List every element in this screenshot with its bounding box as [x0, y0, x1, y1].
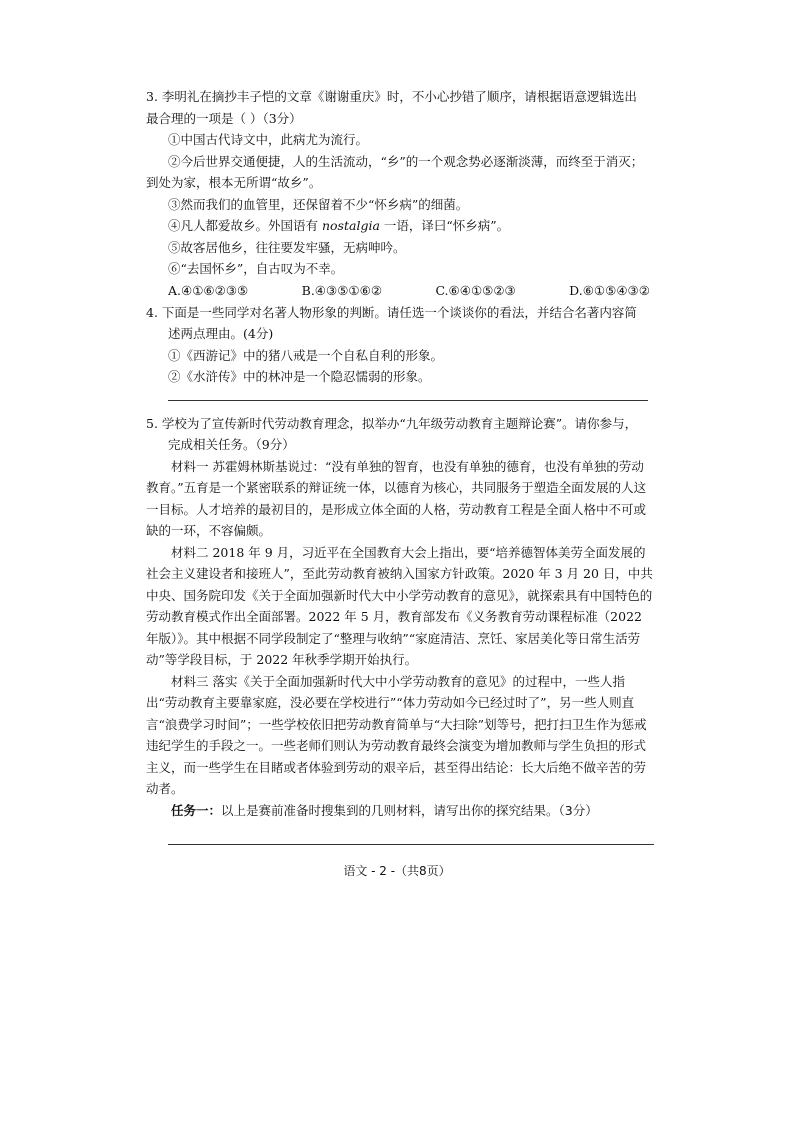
q5-material-2: 材料二 2018 年 9 月，习近平在全国教育大会上指出，要“培养德智体美劳全面发展的社会主义建设者和接班人”，至此劳动教育被纳入国家方针政策。2020 年 3 月 20 日，中共中央、国务院印发《关于全面加强新时代大中小学劳动教育的意见》，就探索具有中国特色的劳动教育模式作出全面部署。2022 年 5 月，教育部发布《义务教育劳动课程标准（2022 年版）》。其中根据不同学段制定了“整理与收纳”“家庭清洁、烹饪、家居美化等日常生活劳动”等学段目标，于 2022 年秋季学期开始执行。 [146, 544, 653, 667]
q4-item-2: ②《水浒传》中的林冲是一个隐忍懦弱的形象。 [168, 369, 431, 384]
q3-item-4-word: nostalgia [321, 218, 380, 233]
q3-item-4-tail: 一语，译曰“怀乡病”。 [379, 218, 510, 233]
q4-stem-line2: 述两点理由。(4分) [168, 326, 274, 341]
q3-options [146, 280, 654, 302]
q3-item-2-cont: 到处为家，根本无所谓“故乡”。 [146, 175, 322, 190]
q3-stem-line2: 最合理的一项是（ ）（3分） [146, 110, 302, 126]
q3-item-1: ①中国古代诗文中，此病尤为流行。 [168, 132, 369, 147]
q3-item-4 [146, 215, 654, 237]
q5-task-1-answer-line[interactable] [168, 844, 654, 845]
q5-stem-line1: 5. 学校为了宣传新时代劳动教育理念，拟举办“九年级劳动教育主题辩论赛”。请你参与， [146, 415, 638, 431]
q3-option-d[interactable]: D.⑥①⑤④③② [569, 282, 650, 298]
q3-option-a[interactable]: A.④①⑥②③⑤ [168, 282, 249, 298]
q3-item-6: ⑥“去国怀乡”，自古叹为不幸。 [168, 261, 344, 276]
q3-stem-line1: 3. 李明礼在摘抄丰子恺的文章《谢谢重庆》时，不小心抄错了顺序，请根据语意逻辑选出 [146, 89, 637, 104]
q4-item-1: ①《西游记》中的猪八戒是一个自私自利的形象。 [168, 347, 444, 363]
q3-option-b[interactable]: B.④③⑤①⑥② [301, 282, 383, 298]
q4-stem-line1: 4. 下面是一些同学对名著人物形象的判断。请任选一个谈谈你的看法，并结合名著内容简 [146, 304, 637, 320]
q5-material-1: 材料一 苏霍姆林斯基说过：“没有单独的智育，也没有单独的德育，也没有单独的劳动教育。”五育是一个紧密联系的辩证统一体，以德育为核心，共同服务于塑造全面发展的人这一目标。人才培养的最初目的，是形成立体全面的人格，劳动教育工程是全面人格中不可或缺的一环，不容偏颇。 [146, 458, 647, 538]
q5-material-3: 材料三 落实《关于全面加强新时代大中小学劳动教育的意见》的过程中，一些人指出“劳动教育主要靠家庭，没必要在学校进行”“体力劳动如今已经过时了”，另一些人则直言“浪费学习时间”；一些学校依旧把劳动教育简单与“大扫除”划等号，把打扫卫生作为惩戒违纪学生的手段之一。一些老师们则认为劳动教育最终会演变为增加教师与学生负担的形式主义，而一些学生在目睹或者体验到劳动的艰辛后，甚至得出结论：长大后绝不做辛苦的劳动者。 [146, 673, 647, 796]
q4-answer-line[interactable] [168, 400, 648, 401]
q5-task-1-label: 任务一： [171, 802, 222, 818]
q3-item-5: ⑤故客居他乡，往往要发牢骚，无病呻吟。 [168, 239, 406, 255]
q3-item-3: ③然而我们的血管里，还保留着不少“怀乡病”的细菌。 [168, 196, 469, 212]
page-content [146, 86, 654, 845]
q3-item-4-head: ④凡人都爱故乡。外国语有 [168, 218, 322, 233]
q5-stem-line2: 完成相关任务。（9分） [168, 437, 295, 452]
q5-task-1-text: 以上是赛前准备时搜集到的几则材料，请写出你的探究结果。（3分） [221, 802, 598, 818]
q3-item-2: ②今后世界交通便捷，人的生活流动，“乡”的一个观念势必逐渐淡薄，而终至于消灭； [168, 153, 644, 169]
q3-option-c[interactable]: C.⑥④①⑤②③ [435, 282, 516, 298]
page-footer: 语文 - 2 -（共8页） [343, 864, 451, 878]
q5-task-1 [146, 800, 654, 822]
